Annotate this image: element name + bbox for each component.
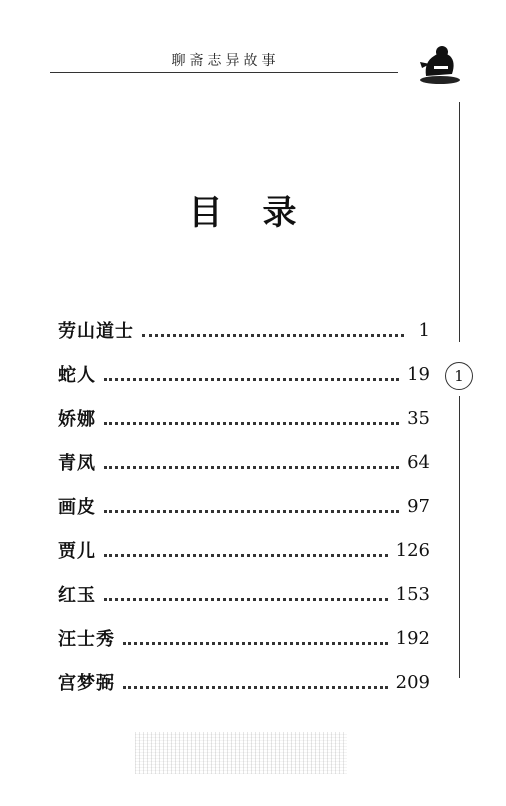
toc-entry-title: 娇娜 xyxy=(58,409,96,430)
toc-entry-page: 35 xyxy=(407,407,430,429)
toc-dot-leader xyxy=(104,422,399,425)
toc-entry-title: 劳山道士 xyxy=(58,321,134,342)
scan-artifact xyxy=(135,732,347,774)
toc-entry-title: 宫梦弼 xyxy=(58,673,115,694)
running-header-title: 聊斋志异故事 xyxy=(171,53,280,69)
toc-entry-page: 97 xyxy=(407,495,430,517)
toc-dot-leader xyxy=(104,598,388,601)
toc-entry[interactable] xyxy=(58,308,430,352)
table-of-contents xyxy=(58,308,430,704)
toc-dot-leader xyxy=(104,554,388,557)
toc-entry-page: 1 xyxy=(418,319,430,341)
toc-entry-title: 汪士秀 xyxy=(58,629,115,650)
reading-scholar-icon xyxy=(412,40,468,86)
header-rule xyxy=(50,72,398,73)
toc-entry-title: 青凤 xyxy=(58,453,96,474)
margin-rule-bottom xyxy=(459,396,460,678)
toc-entry-page: 19 xyxy=(407,363,430,385)
toc-entry[interactable] xyxy=(58,352,430,396)
toc-dot-leader xyxy=(104,378,399,381)
toc-entry[interactable] xyxy=(58,616,430,660)
toc-entry-title: 贾儿 xyxy=(58,541,96,562)
toc-entry-page: 192 xyxy=(395,627,430,649)
toc-entry[interactable] xyxy=(58,660,430,704)
toc-dot-leader xyxy=(104,510,399,513)
toc-entry-title: 画皮 xyxy=(58,497,96,518)
toc-entry[interactable] xyxy=(58,396,430,440)
toc-dot-leader xyxy=(104,466,399,469)
page-title: 目录 xyxy=(188,193,337,233)
toc-entry-title: 蛇人 xyxy=(58,365,96,386)
toc-entry[interactable] xyxy=(58,440,430,484)
toc-dot-leader xyxy=(123,686,388,689)
page-number-badge: 1 xyxy=(445,362,473,390)
toc-entry-page: 126 xyxy=(395,539,430,561)
toc-entry-page: 64 xyxy=(407,451,430,473)
toc-entry-page: 209 xyxy=(395,671,430,693)
toc-dot-leader xyxy=(142,334,404,337)
toc-entry-page: 153 xyxy=(395,583,430,605)
toc-dot-leader xyxy=(123,642,388,645)
toc-entry[interactable] xyxy=(58,528,430,572)
toc-entry[interactable] xyxy=(58,572,430,616)
toc-entry[interactable] xyxy=(58,484,430,528)
toc-entry-title: 红玉 xyxy=(58,585,96,606)
